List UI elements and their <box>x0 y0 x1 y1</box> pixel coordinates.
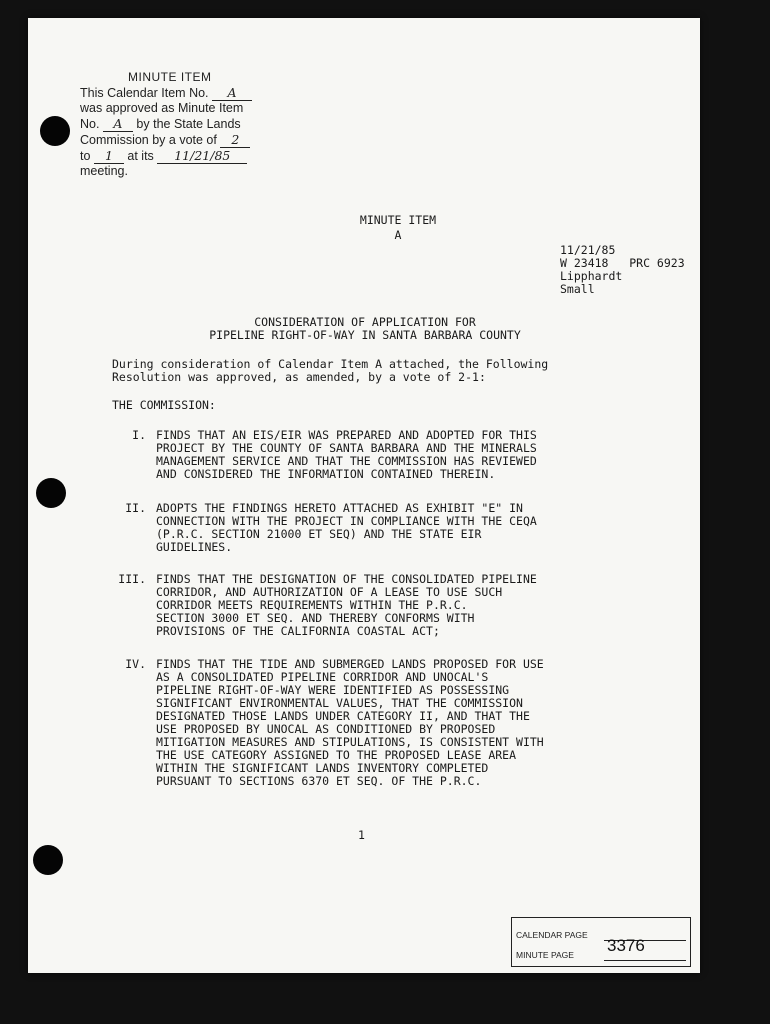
finding-line: CORRIDOR, AND AUTHORIZATION OF A LEASE TO USE SUCH <box>156 585 503 599</box>
minute-page-label: MINUTE PAGE <box>516 950 574 960</box>
stamp-text: to <box>80 149 91 163</box>
reference-file: W 23418 PRC 6923 <box>560 256 685 270</box>
finding-line: MITIGATION MEASURES AND STIPULATIONS, IS CONSISTENT WITH <box>156 735 544 749</box>
finding-line: AS A CONSOLIDATED PIPELINE CORRIDOR AND UNOCAL'S <box>156 670 489 684</box>
finding-line: (P.R.C. SECTION 21000 ET SEQ) AND THE STATE EIR <box>156 527 482 541</box>
finding-line: ADOPTS THE FINDINGS HERETO ATTACHED AS EXHIBIT "E" IN <box>156 501 523 515</box>
finding-line: PURSUANT TO SECTIONS 6370 ET SEQ. OF THE P.R.C. <box>156 774 482 788</box>
minute-item-stamp <box>80 70 310 179</box>
finding-number: II. <box>125 501 146 515</box>
finding-line: CONNECTION WITH THE PROJECT IN COMPLIANCE WITH THE CEQA <box>156 514 537 528</box>
finding-text <box>156 502 626 554</box>
page-number: 1 <box>358 828 365 842</box>
finding-line: FINDS THAT AN EIS/EIR WAS PREPARED AND ADOPTED FOR THIS <box>156 428 537 442</box>
finding-line: AND CONSIDERED THE INFORMATION CONTAINED THEREIN. <box>156 467 496 481</box>
finding-line: DESIGNATED THOSE LANDS UNDER CATEGORY II, AND THAT THE <box>156 709 530 723</box>
item-letter: A <box>394 228 402 242</box>
finding-text <box>156 658 626 788</box>
finding-line: GUIDELINES. <box>156 540 233 554</box>
stamp-line-6: meeting. <box>80 164 128 178</box>
finding-number: IV. <box>125 657 146 671</box>
finding-line: FINDS THAT THE DESIGNATION OF THE CONSOLIDATED PIPELINE <box>156 572 537 586</box>
stamp-line-5 <box>80 148 310 164</box>
intro-line-2: Resolution was approved, as amended, by a vote of 2-1: <box>112 370 486 384</box>
stamp-minute-number: A <box>103 116 133 132</box>
finding-text <box>156 573 626 638</box>
commission-label: THE COMMISSION: <box>112 398 216 412</box>
punch-hole <box>36 478 66 508</box>
stamp-text: No. <box>80 117 100 131</box>
stamp-meeting-date: 11/21/85 <box>157 148 247 164</box>
punch-hole <box>33 845 63 875</box>
stamp-item-number: A <box>212 85 252 101</box>
finding-line: PIPELINE RIGHT-OF-WAY WERE IDENTIFIED AS POSSESSING <box>156 683 510 697</box>
reference-staff-1: Lipphardt <box>560 269 623 283</box>
calendar-page-box <box>511 917 691 967</box>
intro-paragraph <box>112 358 642 384</box>
stamp-text: at its <box>127 149 154 163</box>
stamp-votes-against: 1 <box>94 148 124 164</box>
finding-line: SECTION 3000 ET SEQ. AND THEREBY CONFORMS WITH <box>156 611 475 625</box>
reference-date: 11/21/85 <box>560 243 616 257</box>
finding-line: SIGNIFICANT ENVIRONMENTAL VALUES, THAT THE COMMISSION <box>156 696 523 710</box>
finding-line: CORRIDOR MEETS REQUIREMENTS WITHIN THE P.R.C. <box>156 598 468 612</box>
stamp-title: MINUTE ITEM <box>128 70 212 84</box>
finding-line: WITHIN THE SIGNIFICANT LANDS INVENTORY COMPLETED <box>156 761 489 775</box>
reference-staff-2: Small <box>560 282 595 296</box>
finding-number: III. <box>118 572 146 586</box>
calendar-page-number: 3376 <box>607 936 645 955</box>
finding-number: I. <box>132 428 146 442</box>
document-page <box>28 18 700 973</box>
stamp-text: Commission by a vote of <box>80 133 217 147</box>
finding-line: USE PROPOSED BY UNOCAL AS CONDITIONED BY PROPOSED <box>156 722 496 736</box>
stamp-line-4 <box>80 132 310 148</box>
finding-line: THE USE CATEGORY ASSIGNED TO THE PROPOSED LEASE AREA <box>156 748 517 762</box>
finding-text <box>156 429 626 481</box>
subject-line-2: PIPELINE RIGHT-OF-WAY IN SANTA BARBARA COUNTY <box>209 328 521 342</box>
calendar-page-label: CALENDAR PAGE <box>516 930 588 940</box>
page-title: MINUTE ITEM <box>359 213 437 227</box>
stamp-line-2: was approved as Minute Item <box>80 101 244 115</box>
stamp-votes-for: 2 <box>220 132 250 148</box>
minute-page-line <box>604 960 686 961</box>
finding-line: MANAGEMENT SERVICE AND THAT THE COMMISSION HAS REVIEWED <box>156 454 537 468</box>
finding-line: PROJECT BY THE COUNTY OF SANTA BARBARA AND THE MINERALS <box>156 441 537 455</box>
stamp-line-3 <box>80 116 310 132</box>
stamp-text: This Calendar Item No. <box>80 86 209 100</box>
subject-line-1: CONSIDERATION OF APPLICATION FOR <box>254 315 476 329</box>
finding-line: FINDS THAT THE TIDE AND SUBMERGED LANDS PROPOSED FOR USE <box>156 657 544 671</box>
stamp-line-1 <box>80 85 310 101</box>
stamp-text: by the State Lands <box>136 117 241 131</box>
finding-line: PROVISIONS OF THE CALIFORNIA COASTAL ACT; <box>156 624 440 638</box>
intro-line-1: During consideration of Calendar Item A attached, the Following <box>112 357 549 371</box>
reference-block <box>560 244 710 296</box>
subject-heading <box>150 316 580 342</box>
punch-hole <box>40 116 70 146</box>
